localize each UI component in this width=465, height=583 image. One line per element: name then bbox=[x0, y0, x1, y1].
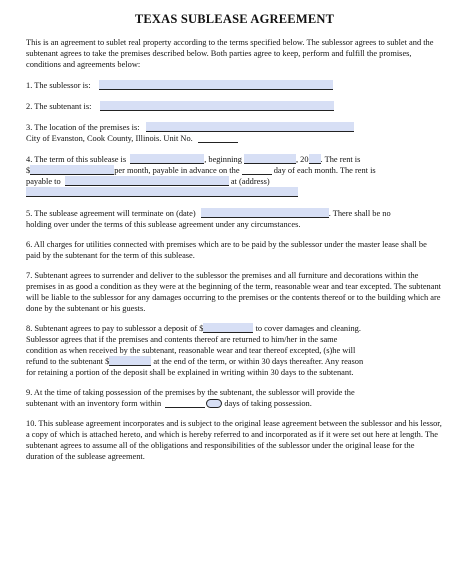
section-sublessor bbox=[26, 80, 443, 91]
inventory-text-1: 9. At the time of taking possession of the premises by the subtenant, the sublessor will provide the bbox=[26, 388, 355, 397]
term-field[interactable] bbox=[130, 154, 204, 164]
dollar-sign: $ bbox=[26, 166, 31, 175]
document-title: TEXAS SUBLEASE AGREEMENT bbox=[134, 12, 335, 26]
section-original-lease: 10. This sublease agreement incorporates and is subject to the original lease agreement between the sublessor and his lessor, a copy of which is attached hereto, and which is hereby referred to and incorporated as if it were set out here at length. The subtenant agrees to assume all of the obligations and responsibilities of the sublessor under the original lease for the duration of the sublease agreement. bbox=[26, 419, 442, 461]
no-holding-label: . There shall be no bbox=[328, 209, 391, 218]
refund-label: refund to the subtenant $ bbox=[26, 357, 110, 366]
deposit-condition-text-2: condition as when received by the subtenant, reasonable wear and tear thereof excepted, (s)he will bbox=[26, 346, 356, 355]
rent-is-label: . The rent is bbox=[320, 155, 361, 164]
location-field[interactable] bbox=[146, 122, 354, 132]
refund-amount-field[interactable] bbox=[109, 356, 151, 366]
deposit-label: 8. Subtenant agrees to pay to sublessor a deposit of $ bbox=[26, 324, 204, 333]
day-of-month-label: day of each month. The rent is bbox=[273, 166, 376, 175]
section-subtenant bbox=[26, 101, 443, 112]
sublessor-label: 1. The sublessor is: bbox=[26, 81, 91, 90]
rent-amount-field[interactable] bbox=[30, 165, 114, 175]
deposit-condition-text-1: Sublessor agrees that if the premises and contents thereof are returned to him/her in the same bbox=[26, 335, 338, 344]
termination-date-field[interactable] bbox=[201, 208, 329, 218]
deposit-purpose-text: to cover damages and cleaning. bbox=[255, 324, 361, 333]
address-label: at (address) bbox=[230, 177, 270, 186]
year-field[interactable] bbox=[309, 154, 321, 164]
deposit-explanation-text: for retaining a portion of the deposit shall be explained in writing within 30 days to the subtenant. bbox=[26, 368, 354, 377]
payable-to-field[interactable] bbox=[65, 176, 229, 186]
location-label: 3. The location of the premises is: bbox=[26, 123, 140, 132]
term-label: 4. The term of this sublease is bbox=[26, 155, 127, 164]
section-termination bbox=[26, 208, 443, 230]
beginning-date-field[interactable] bbox=[244, 154, 296, 164]
rent-day-field[interactable] bbox=[242, 165, 272, 175]
beginning-label: , beginning bbox=[204, 155, 242, 164]
termination-label: 5. The sublease agreement will terminate on (date) bbox=[26, 209, 196, 218]
inventory-days-field[interactable] bbox=[165, 398, 205, 408]
section-term-rent bbox=[26, 154, 443, 198]
payable-to-label: payable to bbox=[26, 177, 61, 186]
sublessor-name-field[interactable] bbox=[99, 80, 333, 90]
intro-paragraph: This is an agreement to sublet real property according to the terms specified below. The sublessor agrees to sublet and the subtenant agrees to take the premises described below. Both parties agree to keep, perform and fulfill the promises, conditions and agreements below: bbox=[26, 38, 434, 69]
holding-over-text: holding over under the terms of this sublease agreement under any circumstances. bbox=[26, 220, 301, 229]
location-city-text: City of Evanston, Cook County, Illinois. Unit No. bbox=[26, 134, 193, 143]
deposit-amount-field[interactable] bbox=[203, 323, 253, 333]
per-month-label: per month, payable in advance on the bbox=[114, 166, 240, 175]
unit-number-field[interactable] bbox=[198, 133, 238, 143]
section-surrender: 7. Subtenant agrees to surrender and deliver to the sublessor the premises and all furniture and decorations within the premises in as good a condition as they were at the beginning of the term, reasonable wear and tear excepted. The subtenant will be liable to the sublessor for any damages occurring to the premises or the contents thereof or to the building which are done by the subtenant or his guests. bbox=[26, 271, 441, 313]
subtenant-label: 2. The subtenant is: bbox=[26, 102, 92, 111]
section-inventory bbox=[26, 387, 443, 409]
subtenant-name-field[interactable] bbox=[100, 101, 334, 111]
inventory-days-oval-field[interactable] bbox=[206, 399, 222, 408]
section-deposit bbox=[26, 323, 443, 378]
refund-timing-text: at the end of the term, or within 30 days thereafter. Any reason bbox=[153, 357, 364, 366]
section-utilities: 6. All charges for utilities connected with premises which are to be paid by the sublessor under the master lease shall be paid by the subtenant for the term of this sublease. bbox=[26, 240, 427, 260]
year-prefix-label: , 20 bbox=[295, 155, 309, 164]
inventory-label: subtenant with an inventory form within bbox=[26, 399, 162, 408]
section-location bbox=[26, 122, 443, 144]
inventory-days-label: days of taking possession. bbox=[224, 399, 312, 408]
address-field[interactable] bbox=[26, 187, 298, 197]
